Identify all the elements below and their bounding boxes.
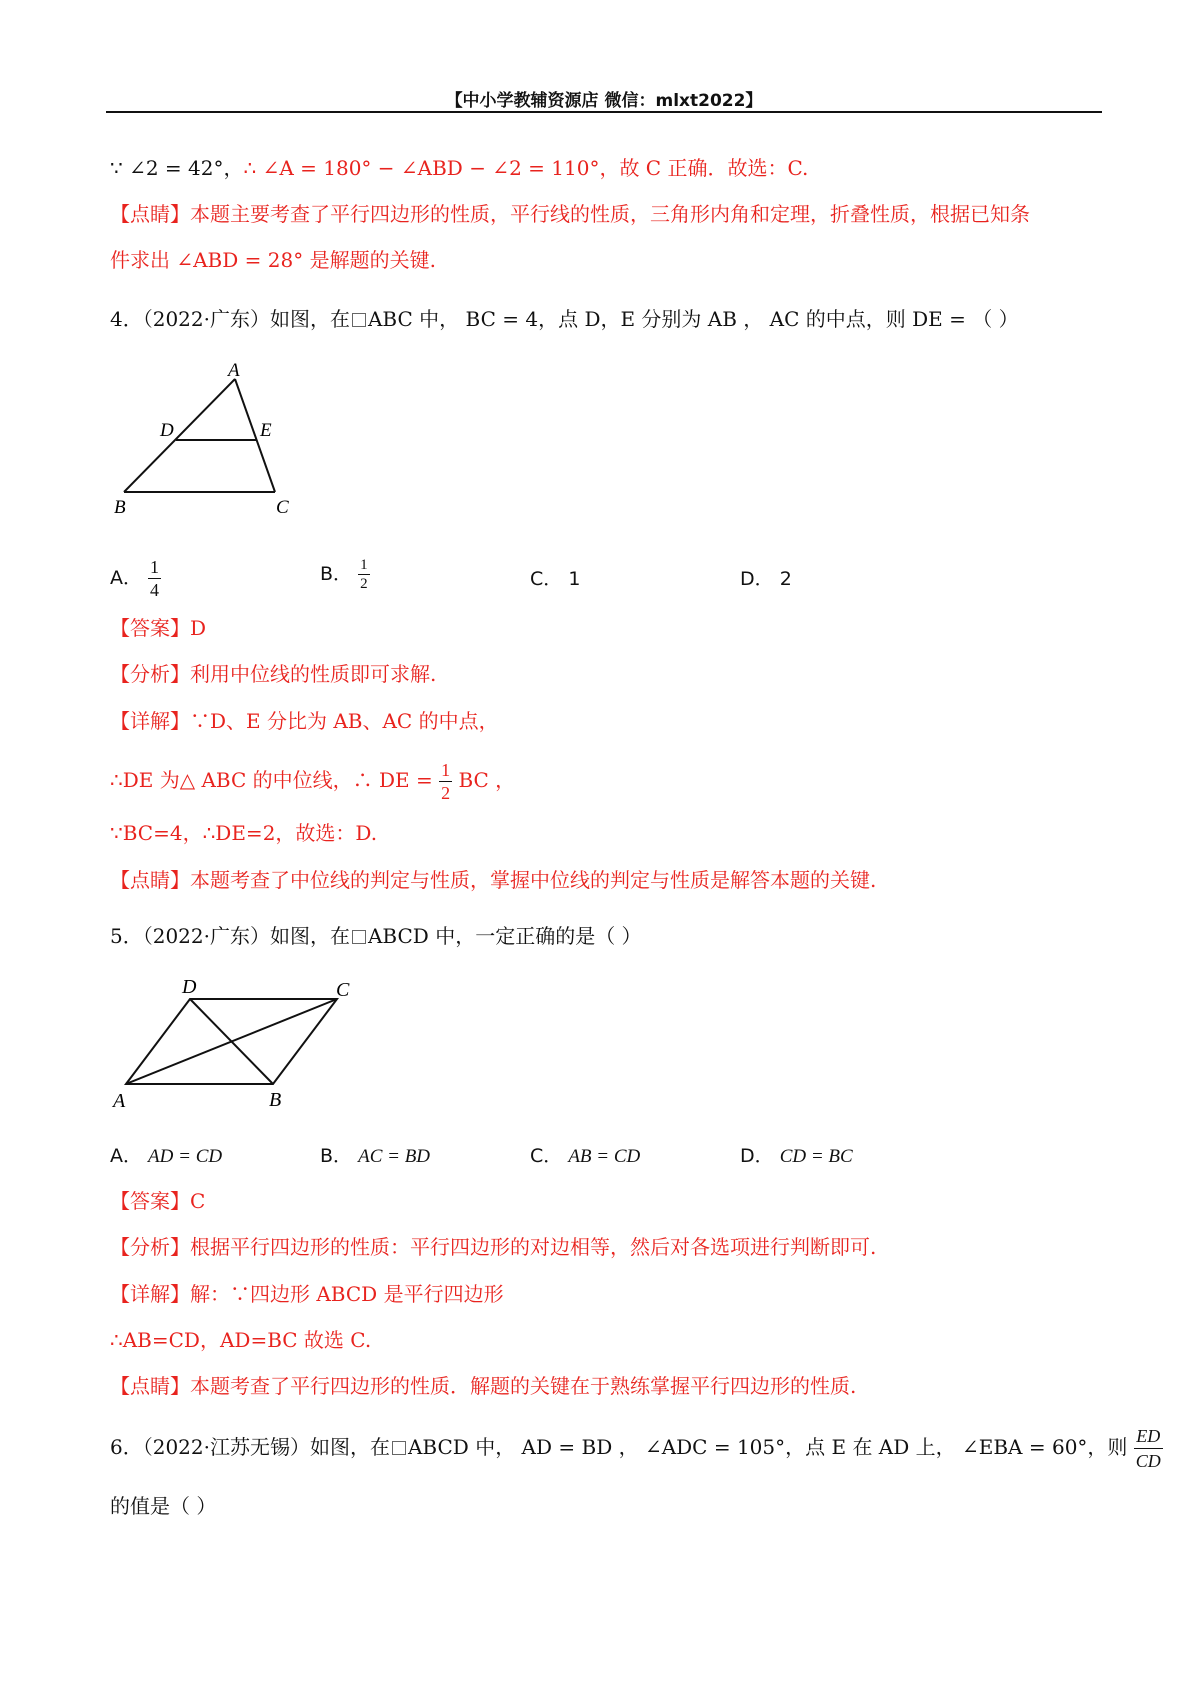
q4-option-d-label: D．: [740, 568, 774, 590]
q4-option-d-value: 2: [779, 568, 792, 590]
q5-option-d[interactable]: [740, 1142, 853, 1171]
q4-detail2-prefix: ∴DE 为△ ABC 的中位线，∴ DE =: [110, 768, 433, 792]
q5-option-a-label: A．: [110, 1145, 142, 1167]
q5-option-c[interactable]: [530, 1142, 640, 1171]
q4-option-a-num: 1: [150, 557, 160, 577]
q4-detail2-fraction: [439, 759, 452, 804]
q4-side-ab: [124, 379, 235, 492]
q4-option-a-label: A．: [110, 567, 142, 589]
q4-option-a-den: 4: [150, 580, 160, 600]
q4-detail2-num: 1: [441, 760, 451, 780]
q4-option-b-label: B．: [320, 563, 353, 585]
q4-option-b-num: 1: [360, 557, 368, 573]
q6-stem: [110, 1418, 1163, 1476]
q3-point-line1: 【点睛】本题主要考查了平行四边形的性质，平行线的性质，三角形内角和定理，折叠性质，根据已知条: [110, 202, 1030, 226]
q3-conclusion-line: [110, 154, 808, 182]
q5-detail: 【详解】解：∵四边形 ABCD 是平行四边形: [110, 1282, 504, 1306]
q5-option-a-value: AD = CD: [148, 1146, 223, 1167]
q4-option-d[interactable]: [740, 565, 792, 593]
q4-option-b-den: 2: [360, 576, 368, 592]
q4-detail2-den: 2: [441, 783, 451, 803]
q5-label-a: A: [113, 1090, 126, 1112]
q5-label-d: D: [182, 976, 197, 998]
q5-option-c-value: AB = CD: [568, 1146, 641, 1167]
q6-frac-num: ED: [1134, 1424, 1163, 1449]
q4-detail-line3: ∵BC=4，∴DE=2，故选：D.: [110, 821, 378, 845]
q5-option-c-label: C．: [530, 1145, 563, 1167]
parallelogram-symbol-icon: [352, 930, 366, 944]
q5-option-b-label: B．: [320, 1145, 353, 1167]
triangle-symbol-icon: [352, 313, 366, 327]
q5-option-b-value: AC = BD: [358, 1146, 431, 1167]
q5-detail-line2: ∴AB=CD，AD=BC 故选 C.: [110, 1328, 372, 1352]
q4-option-c[interactable]: [530, 565, 580, 593]
q4-label-c: C: [276, 497, 289, 518]
q5-point: 【点睛】本题考查了平行四边形的性质．解题的关键在于熟练掌握平行四边形的性质.: [110, 1374, 857, 1398]
q4-analysis: 【分析】利用中位线的性质即可求解.: [110, 662, 437, 686]
q5-option-d-value: CD = BC: [779, 1146, 853, 1167]
q4-detail-line2: [110, 752, 515, 808]
q5-option-a[interactable]: [110, 1142, 222, 1171]
page-header: 【中小学教辅资源店 微信：mlxt2022】: [445, 91, 763, 111]
q4-option-a-fraction: [148, 556, 161, 601]
q5-label-b: B: [269, 1089, 282, 1111]
q5-parallelogram-figure: [110, 975, 370, 1115]
q5-label-c: C: [336, 979, 350, 1001]
q6-frac-den: CD: [1135, 1451, 1161, 1471]
q6-fraction: [1134, 1424, 1163, 1473]
q5-answer: 【答案】C: [110, 1189, 206, 1213]
q4-label-d: D: [160, 420, 174, 441]
q5-analysis: 【分析】根据平行四边形的性质：平行四边形的对边相等，然后对各选项进行判断即可.: [110, 1235, 877, 1259]
q3-conclusion: ∴ ∠A = 180° − ∠ABD − ∠2 = 110°，故 C 正确．故选：C.: [243, 156, 809, 180]
q5-stem-rest: ABCD 中，一定正确的是（ ）: [367, 924, 642, 948]
q4-label-a: A: [228, 360, 240, 381]
q4-label-b: B: [114, 497, 126, 518]
q4-stem: [110, 305, 1019, 333]
q4-option-c-label: C．: [530, 568, 563, 590]
q4-point: 【点睛】本题考查了中位线的判定与性质，掌握中位线的判定与性质是解答本题的关键.: [110, 868, 877, 892]
q4-detail: 【详解】∵D、E 分比为 AB、AC 的中点，: [110, 709, 499, 733]
q5-diagonal-bd: [190, 999, 273, 1084]
q5-stem-prefix: 5．（2022·广东）如图，在: [110, 924, 350, 948]
q6-stem-rest: ABCD 中， AD = BD ， ∠ADC = 105°，点 E 在 AD 上， ∠EBA = 60°，则: [407, 1435, 1128, 1459]
q4-stem-prefix: 4．（2022·广东）如图，在: [110, 307, 350, 331]
q6-stem-line2: 的值是（ ）: [110, 1494, 217, 1518]
q4-option-c-value: 1: [568, 568, 581, 590]
q4-detail2-suffix: BC ，: [458, 768, 516, 792]
q4-stem-rest: ABC 中， BC = 4，点 D，E 分别为 AB ， AC 的中点，则 DE = （ ）: [367, 307, 1019, 331]
q4-option-b[interactable]: [320, 556, 370, 593]
parallelogram-symbol-icon: [392, 1441, 406, 1455]
q4-triangle-figure: [110, 360, 310, 525]
q4-option-b-fraction: [358, 556, 370, 593]
q5-option-d-label: D．: [740, 1145, 774, 1167]
q3-point-line2: 件求出 ∠ABD = 28° 是解题的关键.: [110, 248, 436, 272]
q4-label-e: E: [260, 420, 272, 441]
q4-option-a[interactable]: [110, 556, 161, 601]
q4-answer: 【答案】D: [110, 616, 207, 640]
q6-stem-prefix: 6．（2022·江苏无锡）如图，在: [110, 1435, 390, 1459]
q5-option-b[interactable]: [320, 1142, 430, 1171]
q5-stem: [110, 922, 642, 950]
q3-given: ∵ ∠2 = 42°，: [110, 156, 244, 180]
header-rule: [106, 111, 1102, 113]
